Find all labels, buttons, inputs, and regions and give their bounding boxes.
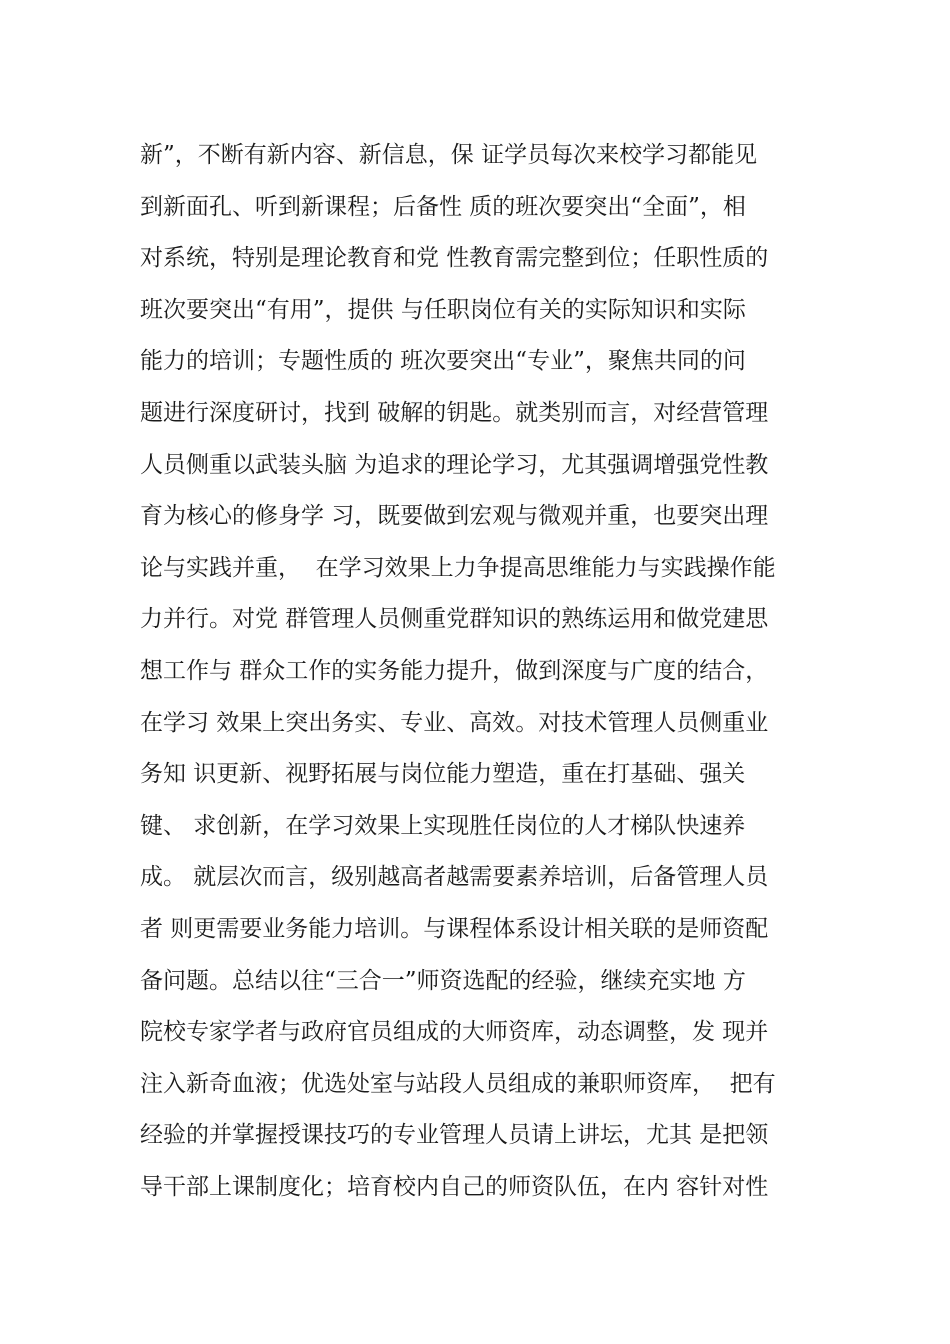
- text-line: 备问题。总结以往“三合一”师资选配的经验，继续充实地 方: [140, 967, 746, 994]
- text-line: 能力的培训；专题性质的 班次要突出“专业”，聚焦共同的问: [140, 348, 746, 375]
- text-line: 新”，不断有新内容、新信息，保 证学员每次来校学习都能见: [140, 142, 758, 168]
- text-line: 者 则更需要业务能力培训。与课程体系设计相关联的是师资配: [140, 915, 769, 942]
- text-line: 题进行深度研讨，找到 破解的钥匙。就类别而言，对经营管理: [140, 399, 769, 426]
- text-line: 论与实践并重， 在学习效果上力争提高思维能力与实践操作能: [140, 554, 776, 581]
- text-line: 力并行。对党 群管理人员侧重党群知识的熟练运用和做党建思: [140, 606, 769, 633]
- body-paragraph: [140, 130, 840, 1213]
- text-line: 导干部上课制度化；培育校内自己的师资队伍，在内 容针对性: [140, 1173, 769, 1200]
- text-line: 经验的并掌握授课技巧的专业管理人员请上讲坛，尤其 是把领: [140, 1122, 769, 1149]
- text-line: 键、 求创新，在学习效果上实现胜任岗位的人才梯队快速养: [140, 812, 746, 839]
- text-line: 人员侧重以武装头脑 为追求的理论学习，尤其强调增强党性教: [140, 451, 769, 478]
- text-line: 务知 识更新、视野拓展与岗位能力塑造，重在打基础、强关: [140, 761, 746, 788]
- text-line: 育为核心的修身学 习，既要做到宏观与微观并重，也要突出理: [140, 503, 769, 530]
- text-line: 成。 就层次而言，级别越高者越需要素养培训，后备管理人员: [140, 864, 769, 891]
- text-line: 对系统，特别是理论教育和党 性教育需完整到位；任职性质的: [140, 245, 769, 272]
- text-line: 班次要突出“有用”，提供 与任职岗位有关的实际知识和实际: [140, 296, 746, 323]
- text-line: 想工作与 群众工作的实务能力提升，做到深度与广度的结合，: [140, 657, 769, 684]
- text-line: 注入新奇血液；优选处室与站段人员组成的兼职师资库， 把有: [140, 1070, 776, 1097]
- text-line: 到新面孔、听到新课程；后备性 质的班次要突出“全面”，相: [140, 193, 746, 220]
- text-line: 院校专家学者与政府官员组成的大师资库，动态调整，发 现并: [140, 1019, 769, 1046]
- text-line: 在学习 效果上突出务实、专业、高效。对技术管理人员侧重业: [140, 709, 769, 736]
